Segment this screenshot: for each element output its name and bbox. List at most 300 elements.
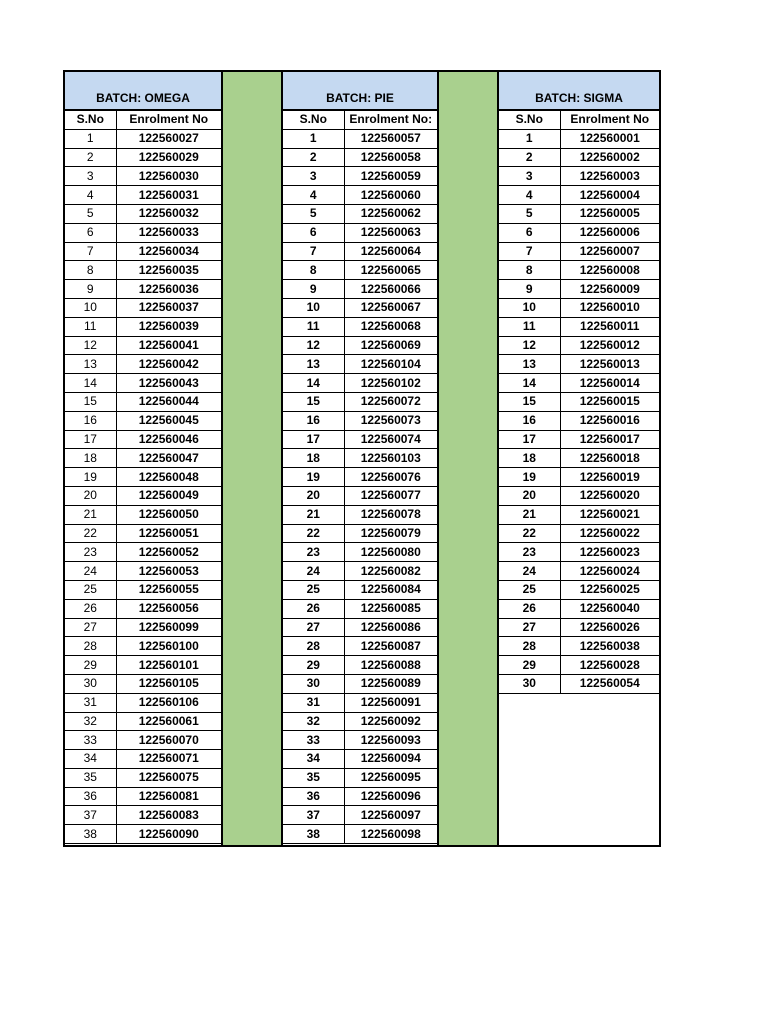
table-row	[283, 543, 437, 562]
serial-number-cell: 35	[65, 768, 116, 787]
enrolment-number-cell: 122560041	[116, 336, 221, 355]
serial-number-cell: 38	[283, 825, 344, 844]
table-row	[283, 298, 437, 317]
enrolment-number-cell: 122560057	[344, 129, 437, 148]
enrolment-number-cell: 122560092	[344, 712, 437, 731]
table-row	[283, 392, 437, 411]
serial-number-cell: 20	[65, 486, 116, 505]
table-row	[283, 656, 437, 675]
enrolment-number-cell: 122560021	[560, 505, 659, 524]
serial-number-cell: 21	[65, 505, 116, 524]
table-row	[499, 223, 659, 242]
enrolment-number-cell: 122560045	[116, 411, 221, 430]
enrolment-number-cell: 122560014	[560, 374, 659, 393]
enrolment-number-cell: 122560047	[116, 449, 221, 468]
table-row	[283, 712, 437, 731]
table-row	[65, 543, 221, 562]
table-row	[65, 750, 221, 769]
column-header-row	[499, 111, 659, 130]
enrolment-number-cell: 122560074	[344, 430, 437, 449]
batch-title: BATCH: SIGMA	[499, 72, 659, 110]
serial-number-cell: 12	[283, 336, 344, 355]
serial-number-cell: 13	[499, 355, 560, 374]
serial-number-cell: 33	[283, 731, 344, 750]
enrolment-number-cell: 122560091	[344, 693, 437, 712]
enrolment-number-cell: 122560100	[116, 637, 221, 656]
serial-number-cell: 18	[283, 449, 344, 468]
batch-title: BATCH: PIE	[283, 72, 437, 110]
serial-number-cell: 22	[65, 524, 116, 543]
serial-number-cell: 5	[499, 204, 560, 223]
serial-number-cell: 31	[65, 693, 116, 712]
enrolment-number-cell: 122560075	[116, 768, 221, 787]
table-row	[283, 580, 437, 599]
serial-number-cell: 18	[499, 449, 560, 468]
enrolment-number-cell: 122560076	[344, 468, 437, 487]
enrolment-number-cell: 122560055	[116, 580, 221, 599]
serial-number-cell: 6	[283, 223, 344, 242]
enrolment-number-cell: 122560060	[344, 186, 437, 205]
table-row	[499, 204, 659, 223]
enrolment-number-cell: 122560082	[344, 562, 437, 581]
serial-number-cell: 10	[499, 298, 560, 317]
serial-number-cell: 25	[283, 580, 344, 599]
serial-number-cell: 14	[283, 374, 344, 393]
enrolment-number-cell: 122560050	[116, 505, 221, 524]
serial-number-cell: 19	[283, 468, 344, 487]
enrolment-number-cell: 122560097	[344, 806, 437, 825]
serial-number-cell: 14	[65, 374, 116, 393]
table-row	[283, 693, 437, 712]
table-row	[65, 167, 221, 186]
enrolment-number-cell: 122560095	[344, 768, 437, 787]
table-row	[499, 468, 659, 487]
enrolment-number-cell: 122560024	[560, 562, 659, 581]
table-row	[283, 374, 437, 393]
batch-sigma-column	[499, 72, 659, 845]
enrolment-number-cell: 122560099	[116, 618, 221, 637]
enrolment-number-cell: 122560005	[560, 204, 659, 223]
serial-number-cell: 38	[65, 825, 116, 844]
serial-number-cell: 29	[499, 656, 560, 675]
table-row	[283, 167, 437, 186]
table-row	[499, 261, 659, 280]
serial-number-cell: 16	[499, 411, 560, 430]
serial-number-cell: 37	[283, 806, 344, 825]
table-row	[499, 336, 659, 355]
table-row	[283, 731, 437, 750]
serial-number-cell: 9	[283, 280, 344, 299]
table-row	[499, 486, 659, 505]
enrolment-number-cell: 122560070	[116, 731, 221, 750]
serial-number-cell: 10	[283, 298, 344, 317]
enrolment-number-cell: 122560001	[560, 129, 659, 148]
serial-number-cell: 5	[283, 204, 344, 223]
enrolment-number-cell: 122560084	[344, 580, 437, 599]
serial-number-cell: 21	[499, 505, 560, 524]
enrolment-number-cell: 122560105	[116, 674, 221, 693]
enrolment-header: Enrolment No	[560, 111, 659, 130]
serial-number-cell: 30	[65, 674, 116, 693]
enrolment-number-cell: 122560087	[344, 637, 437, 656]
enrolment-number-cell: 122560016	[560, 411, 659, 430]
serial-number-cell: 27	[499, 618, 560, 637]
table-row	[283, 449, 437, 468]
serial-number-cell: 7	[499, 242, 560, 261]
green-spacer-column	[437, 72, 499, 845]
table-row	[283, 204, 437, 223]
serial-number-cell: 17	[65, 430, 116, 449]
enrolment-number-cell: 122560069	[344, 336, 437, 355]
enrolment-number-cell: 122560103	[344, 449, 437, 468]
table-row	[65, 430, 221, 449]
table-row	[499, 562, 659, 581]
enrolment-number-cell: 122560104	[344, 355, 437, 374]
serial-number-cell: 23	[499, 543, 560, 562]
enrolment-number-cell: 122560066	[344, 280, 437, 299]
table-row	[65, 787, 221, 806]
serial-number-cell: 15	[65, 392, 116, 411]
table-row	[283, 524, 437, 543]
serial-number-cell: 24	[283, 562, 344, 581]
serial-number-cell: 23	[65, 543, 116, 562]
serial-number-cell: 31	[283, 693, 344, 712]
serial-number-cell: 34	[283, 750, 344, 769]
enrolment-number-cell: 122560037	[116, 298, 221, 317]
enrolment-number-cell: 122560072	[344, 392, 437, 411]
serial-number-cell: 22	[283, 524, 344, 543]
enrolment-number-cell: 122560106	[116, 693, 221, 712]
table-row	[499, 129, 659, 148]
table-row	[65, 449, 221, 468]
enrolment-number-cell: 122560088	[344, 656, 437, 675]
enrolment-number-cell: 122560020	[560, 486, 659, 505]
enrolment-table	[283, 110, 437, 844]
enrolment-number-cell: 122560093	[344, 731, 437, 750]
enrolment-number-cell: 122560019	[560, 468, 659, 487]
serial-number-cell: 25	[499, 580, 560, 599]
table-row	[499, 411, 659, 430]
enrolment-table	[65, 110, 221, 844]
table-row	[499, 317, 659, 336]
table-row	[65, 468, 221, 487]
table-row	[65, 524, 221, 543]
enrolment-sheet	[63, 70, 661, 847]
table-row	[65, 486, 221, 505]
table-row	[283, 280, 437, 299]
table-row	[499, 167, 659, 186]
serial-number-cell: 2	[65, 148, 116, 167]
table-row	[283, 806, 437, 825]
serial-number-cell: 1	[65, 129, 116, 148]
serial-number-cell: 23	[283, 543, 344, 562]
serial-number-cell: 37	[65, 806, 116, 825]
table-row	[65, 580, 221, 599]
enrolment-number-cell: 122560034	[116, 242, 221, 261]
table-row	[283, 637, 437, 656]
enrolment-number-cell: 122560101	[116, 656, 221, 675]
serial-number-cell: 17	[499, 430, 560, 449]
table-row	[65, 411, 221, 430]
enrolment-number-cell: 122560017	[560, 430, 659, 449]
enrolment-number-cell: 122560090	[116, 825, 221, 844]
batch-omega-column	[65, 72, 221, 845]
batch-title: BATCH: OMEGA	[65, 72, 221, 110]
enrolment-number-cell: 122560085	[344, 599, 437, 618]
enrolment-number-cell: 122560077	[344, 486, 437, 505]
serial-number-cell: 9	[499, 280, 560, 299]
enrolment-table	[499, 110, 659, 694]
enrolment-number-cell: 122560006	[560, 223, 659, 242]
column-header-row	[65, 111, 221, 130]
table-row	[283, 186, 437, 205]
serial-number-cell: 2	[283, 148, 344, 167]
table-row	[65, 336, 221, 355]
table-row	[283, 787, 437, 806]
table-row	[499, 543, 659, 562]
serial-number-cell: 24	[499, 562, 560, 581]
serial-number-cell: 7	[283, 242, 344, 261]
table-row	[283, 242, 437, 261]
serial-number-cell: 14	[499, 374, 560, 393]
enrolment-number-cell: 122560094	[344, 750, 437, 769]
table-row	[65, 129, 221, 148]
serial-number-cell: 4	[283, 186, 344, 205]
enrolment-number-cell: 122560063	[344, 223, 437, 242]
serial-number-cell: 13	[283, 355, 344, 374]
table-row	[65, 261, 221, 280]
serial-number-cell: 7	[65, 242, 116, 261]
table-row	[65, 674, 221, 693]
serial-number-cell: 34	[65, 750, 116, 769]
serial-number-cell: 4	[499, 186, 560, 205]
serial-number-cell: 19	[499, 468, 560, 487]
serial-number-cell: 12	[65, 336, 116, 355]
enrolment-number-cell: 122560071	[116, 750, 221, 769]
enrolment-header: Enrolment No:	[344, 111, 437, 130]
table-row	[283, 599, 437, 618]
serial-number-cell: 16	[283, 411, 344, 430]
table-row	[65, 148, 221, 167]
table-row	[65, 599, 221, 618]
table-row	[283, 825, 437, 844]
table-row	[65, 204, 221, 223]
enrolment-number-cell: 122560049	[116, 486, 221, 505]
serial-number-cell: 11	[499, 317, 560, 336]
enrolment-number-cell: 122560025	[560, 580, 659, 599]
enrolment-number-cell: 122560064	[344, 242, 437, 261]
sno-header: S.No	[283, 111, 344, 130]
serial-number-cell: 11	[65, 317, 116, 336]
table-row	[499, 430, 659, 449]
serial-number-cell: 26	[283, 599, 344, 618]
enrolment-number-cell: 122560044	[116, 392, 221, 411]
enrolment-number-cell: 122560068	[344, 317, 437, 336]
serial-number-cell: 27	[283, 618, 344, 637]
table-row	[499, 186, 659, 205]
serial-number-cell: 8	[65, 261, 116, 280]
serial-number-cell: 25	[65, 580, 116, 599]
enrolment-number-cell: 122560003	[560, 167, 659, 186]
serial-number-cell: 15	[499, 392, 560, 411]
enrolment-number-cell: 122560067	[344, 298, 437, 317]
table-row	[499, 580, 659, 599]
table-row	[283, 129, 437, 148]
table-row	[499, 524, 659, 543]
enrolment-number-cell: 122560043	[116, 374, 221, 393]
serial-number-cell: 18	[65, 449, 116, 468]
table-row	[65, 374, 221, 393]
enrolment-number-cell: 122560033	[116, 223, 221, 242]
table-row	[283, 768, 437, 787]
table-row	[283, 355, 437, 374]
table-row	[499, 674, 659, 693]
table-row	[283, 317, 437, 336]
enrolment-number-cell: 122560038	[560, 637, 659, 656]
table-row	[65, 392, 221, 411]
serial-number-cell: 22	[499, 524, 560, 543]
table-row	[65, 186, 221, 205]
enrolment-number-cell: 122560042	[116, 355, 221, 374]
serial-number-cell: 8	[499, 261, 560, 280]
serial-number-cell: 20	[283, 486, 344, 505]
enrolment-number-cell: 122560040	[560, 599, 659, 618]
serial-number-cell: 36	[65, 787, 116, 806]
table-row	[499, 298, 659, 317]
table-row	[283, 148, 437, 167]
enrolment-number-cell: 122560015	[560, 392, 659, 411]
enrolment-number-cell: 122560007	[560, 242, 659, 261]
serial-number-cell: 30	[499, 674, 560, 693]
serial-number-cell: 32	[283, 712, 344, 731]
enrolment-number-cell: 122560026	[560, 618, 659, 637]
table-row	[283, 411, 437, 430]
enrolment-number-cell: 122560073	[344, 411, 437, 430]
enrolment-number-cell: 122560062	[344, 204, 437, 223]
column-header-row	[283, 111, 437, 130]
enrolment-number-cell: 122560013	[560, 355, 659, 374]
table-row	[65, 731, 221, 750]
serial-number-cell: 1	[499, 129, 560, 148]
enrolment-number-cell: 122560051	[116, 524, 221, 543]
table-row	[283, 618, 437, 637]
serial-number-cell: 10	[65, 298, 116, 317]
enrolment-number-cell: 122560008	[560, 261, 659, 280]
serial-number-cell: 26	[65, 599, 116, 618]
serial-number-cell: 36	[283, 787, 344, 806]
enrolment-number-cell: 122560039	[116, 317, 221, 336]
enrolment-number-cell: 122560078	[344, 505, 437, 524]
enrolment-number-cell: 122560098	[344, 825, 437, 844]
table-row	[65, 768, 221, 787]
enrolment-number-cell: 122560053	[116, 562, 221, 581]
serial-number-cell: 32	[65, 712, 116, 731]
enrolment-number-cell: 122560036	[116, 280, 221, 299]
sno-header: S.No	[499, 111, 560, 130]
table-row	[65, 242, 221, 261]
enrolment-number-cell: 122560054	[560, 674, 659, 693]
table-row	[499, 280, 659, 299]
table-row	[283, 750, 437, 769]
enrolment-number-cell: 122560048	[116, 468, 221, 487]
table-row	[283, 562, 437, 581]
enrolment-number-cell: 122560065	[344, 261, 437, 280]
table-row	[65, 825, 221, 844]
enrolment-number-cell: 122560031	[116, 186, 221, 205]
table-row	[65, 637, 221, 656]
serial-number-cell: 8	[283, 261, 344, 280]
enrolment-number-cell: 122560080	[344, 543, 437, 562]
serial-number-cell: 12	[499, 336, 560, 355]
enrolment-number-cell: 122560052	[116, 543, 221, 562]
serial-number-cell: 15	[283, 392, 344, 411]
table-row	[283, 336, 437, 355]
table-row	[283, 674, 437, 693]
table-row	[499, 618, 659, 637]
table-row	[499, 148, 659, 167]
table-row	[499, 599, 659, 618]
enrolment-number-cell: 122560102	[344, 374, 437, 393]
enrolment-number-cell: 122560059	[344, 167, 437, 186]
enrolment-number-cell: 122560009	[560, 280, 659, 299]
enrolment-number-cell: 122560056	[116, 599, 221, 618]
table-row	[499, 374, 659, 393]
enrolment-number-cell: 122560089	[344, 674, 437, 693]
table-row	[65, 712, 221, 731]
enrolment-number-cell: 122560018	[560, 449, 659, 468]
enrolment-number-cell: 122560011	[560, 317, 659, 336]
sno-header: S.No	[65, 111, 116, 130]
enrolment-number-cell: 122560027	[116, 129, 221, 148]
enrolment-number-cell: 122560061	[116, 712, 221, 731]
serial-number-cell: 4	[65, 186, 116, 205]
enrolment-number-cell: 122560023	[560, 543, 659, 562]
table-row	[65, 355, 221, 374]
table-row	[65, 317, 221, 336]
serial-number-cell: 28	[499, 637, 560, 656]
table-row	[499, 505, 659, 524]
serial-number-cell: 30	[283, 674, 344, 693]
enrolment-number-cell: 122560029	[116, 148, 221, 167]
enrolment-number-cell: 122560079	[344, 524, 437, 543]
serial-number-cell: 9	[65, 280, 116, 299]
enrolment-number-cell: 122560002	[560, 148, 659, 167]
serial-number-cell: 17	[283, 430, 344, 449]
serial-number-cell: 19	[65, 468, 116, 487]
table-row	[65, 618, 221, 637]
table-row	[65, 562, 221, 581]
serial-number-cell: 2	[499, 148, 560, 167]
serial-number-cell: 27	[65, 618, 116, 637]
enrolment-number-cell: 122560010	[560, 298, 659, 317]
table-row	[65, 298, 221, 317]
enrolment-number-cell: 122560035	[116, 261, 221, 280]
serial-number-cell: 3	[499, 167, 560, 186]
serial-number-cell: 11	[283, 317, 344, 336]
table-row	[283, 430, 437, 449]
serial-number-cell: 6	[65, 223, 116, 242]
table-row	[283, 486, 437, 505]
table-row	[65, 656, 221, 675]
table-row	[65, 693, 221, 712]
serial-number-cell: 6	[499, 223, 560, 242]
table-row	[65, 280, 221, 299]
serial-number-cell: 3	[65, 167, 116, 186]
green-spacer-column	[221, 72, 283, 845]
serial-number-cell: 26	[499, 599, 560, 618]
serial-number-cell: 35	[283, 768, 344, 787]
serial-number-cell: 28	[283, 637, 344, 656]
